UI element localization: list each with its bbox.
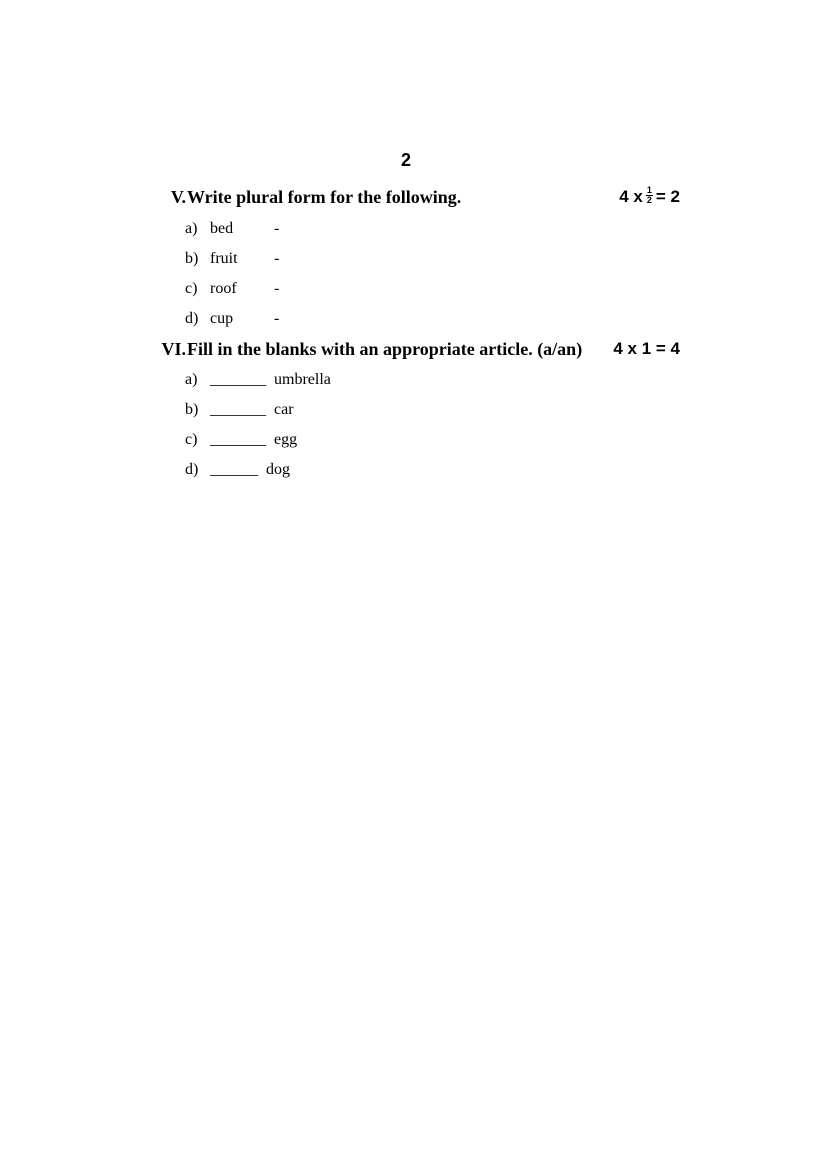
item-label: c) bbox=[185, 280, 198, 297]
answer-blank: ______ bbox=[210, 461, 258, 478]
item-label: a) bbox=[185, 371, 198, 388]
section-v-marks-prefix: 4 x bbox=[619, 187, 643, 206]
item-label: d) bbox=[185, 461, 199, 478]
list-item bbox=[185, 401, 294, 421]
page-number: 2 bbox=[400, 150, 411, 170]
item-word: dog bbox=[266, 461, 290, 478]
section-v-heading bbox=[150, 187, 680, 211]
list-item bbox=[185, 220, 279, 240]
item-word: car bbox=[274, 401, 294, 418]
list-item bbox=[185, 250, 279, 270]
answer-blank: _______ bbox=[210, 431, 266, 448]
item-word: egg bbox=[274, 431, 298, 448]
section-vi-number: VI. bbox=[161, 339, 186, 359]
section-vi-marks: 4 x 1 = 4 bbox=[613, 339, 680, 358]
item-word: fruit bbox=[210, 250, 238, 267]
item-label: b) bbox=[185, 401, 199, 418]
item-word: cup bbox=[210, 310, 234, 327]
list-item bbox=[185, 280, 279, 300]
item-dash: - bbox=[274, 280, 280, 297]
item-word: bed bbox=[210, 220, 234, 237]
section-vi-heading bbox=[150, 339, 680, 363]
item-word: roof bbox=[210, 280, 237, 297]
item-dash: - bbox=[274, 220, 280, 237]
fraction-denominator: 2 bbox=[646, 195, 652, 206]
item-dash: - bbox=[274, 310, 280, 327]
section-v-instruction: Write plural form for the following. bbox=[187, 187, 462, 207]
answer-blank: _______ bbox=[210, 401, 266, 418]
item-label: d) bbox=[185, 310, 199, 327]
section-vi-instruction: Fill in the blanks with an appropriate article. (a/an) bbox=[187, 339, 583, 359]
half-fraction bbox=[646, 186, 653, 205]
item-word: umbrella bbox=[274, 371, 331, 388]
fraction-numerator: 1 bbox=[646, 185, 652, 196]
item-label: c) bbox=[185, 431, 198, 448]
section-v-number: V. bbox=[170, 187, 186, 207]
list-item bbox=[185, 310, 279, 330]
item-label: a) bbox=[185, 220, 198, 237]
list-item bbox=[185, 431, 297, 451]
list-item bbox=[185, 461, 290, 481]
answer-blank: _______ bbox=[210, 371, 266, 388]
section-v-marks bbox=[619, 187, 680, 207]
item-dash: - bbox=[274, 250, 280, 267]
section-v-marks-suffix: = 2 bbox=[655, 187, 680, 206]
list-item bbox=[185, 371, 331, 391]
item-label: b) bbox=[185, 250, 199, 267]
